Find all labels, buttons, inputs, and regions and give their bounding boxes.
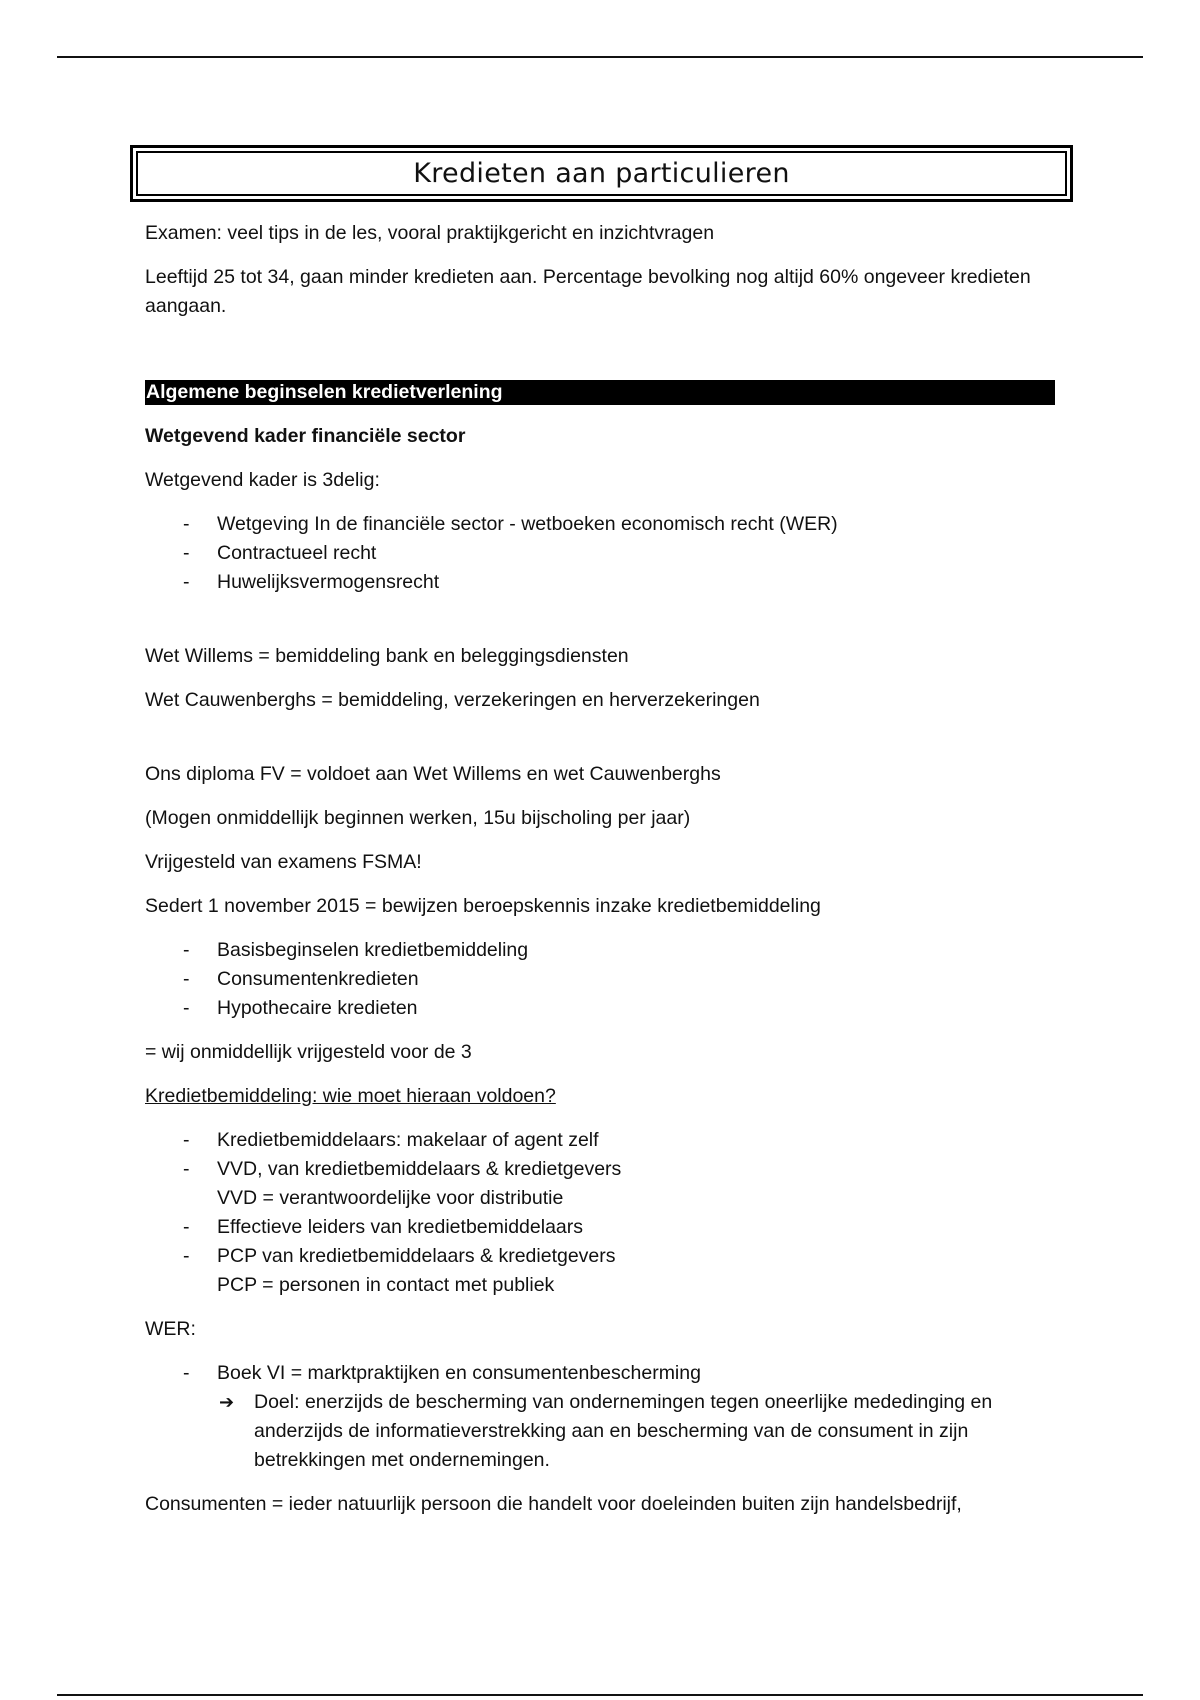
document-body: [145, 219, 1055, 1534]
dash-icon: -: [183, 1158, 190, 1180]
doel-text: Doel: enerzijds de bescherming van ondernemingen tegen oneerlijke mededinging en anderzijds de informatieverstrekking aan en bescherming van de consument in zijn betrekkingen met ondernemingen.: [254, 1391, 993, 1471]
list-item-text: PCP van kredietbemiddelaars & kredietgevers: [217, 1245, 616, 1267]
list-item: [145, 1155, 1055, 1213]
dash-icon: -: [183, 513, 190, 535]
list-item-text: Huwelijksvermogensrecht: [217, 571, 440, 593]
dash-icon: -: [183, 968, 190, 990]
spacer: [145, 336, 1055, 380]
wet-cauwenberghs: Wet Cauwenberghs = bemiddeling, verzekeringen en herverzekeringen: [145, 689, 760, 711]
wer-label: WER:: [145, 1318, 196, 1340]
wer-list: [145, 1359, 1055, 1475]
arrow-right-icon: ➔: [219, 1392, 235, 1413]
intro-paragraph-age: Leeftijd 25 tot 34, gaan minder kredieten aan. Percentage bevolking nog altijd 60% ongeveer kredieten aangaan.: [145, 266, 1031, 317]
kader-list: [145, 510, 1055, 597]
list-item: [145, 510, 1055, 539]
kredietbemiddeling-list: [145, 1126, 1055, 1300]
list-item: [145, 965, 1055, 994]
list-item-text: Basisbeginselen kredietbemiddeling: [217, 939, 529, 961]
footer-rule: [57, 1694, 1143, 1696]
list-item-text: Hypothecaire kredieten: [217, 997, 418, 1019]
dash-icon: -: [183, 1129, 190, 1151]
list-item-text: Effectieve leiders van kredietbemiddelaars: [217, 1216, 584, 1238]
vrijgesteld-paragraph: Vrijgesteld van examens FSMA!: [145, 851, 422, 873]
arrow-list-item: [145, 1388, 1055, 1475]
sedert-paragraph: Sedert 1 november 2015 = bewijzen beroepskennis inzake kredietbemiddeling: [145, 895, 821, 917]
mogen-paragraph: (Mogen onmiddellijk beginnen werken, 15u bijscholing per jaar): [145, 807, 691, 829]
diploma-paragraph: Ons diploma FV = voldoet aan Wet Willems en wet Cauwenberghs: [145, 763, 721, 785]
spacer: [145, 730, 1055, 760]
list-item-text: Wetgeving In de financiële sector - wetboeken economisch recht (WER): [217, 513, 838, 535]
dash-icon: -: [183, 1245, 190, 1267]
list-item-text: VVD, van kredietbemiddelaars & kredietgevers: [217, 1158, 622, 1180]
list-item: [145, 539, 1055, 568]
list-item: [145, 1242, 1055, 1300]
title-frame: [130, 145, 1073, 202]
kredietbemiddeling-heading: Kredietbemiddeling: wie moet hieraan voldoen?: [145, 1085, 556, 1107]
list-item-subtext: PCP = personen in contact met publiek: [217, 1274, 555, 1296]
list-item: [145, 1359, 1055, 1388]
dash-icon: -: [183, 997, 190, 1019]
list-item-text: Kredietbemiddelaars: makelaar of agent zelf: [217, 1129, 599, 1151]
list-item: [145, 994, 1055, 1023]
dash-icon: -: [183, 1216, 190, 1238]
dash-icon: -: [183, 542, 190, 564]
list-item-text: Boek VI = marktpraktijken en consumentenbescherming: [217, 1362, 701, 1384]
list-item-text: Consumentenkredieten: [217, 968, 419, 990]
sedert-list: [145, 936, 1055, 1023]
page-title: Kredieten aan particulieren: [136, 151, 1067, 196]
list-item: [145, 1213, 1055, 1242]
wet-willems: Wet Willems = bemiddeling bank en beleggingsdiensten: [145, 645, 629, 667]
list-item-text: Contractueel recht: [217, 542, 377, 564]
spacer: [145, 612, 1055, 642]
dash-icon: -: [183, 1362, 190, 1384]
kader-intro: Wetgevend kader is 3delig:: [145, 469, 380, 491]
list-item: [145, 1126, 1055, 1155]
intro-paragraph-exam: Examen: veel tips in de les, vooral praktijkgericht en inzichtvragen: [145, 222, 715, 244]
list-item: [145, 936, 1055, 965]
list-item-subtext: VVD = verantwoordelijke voor distributie: [217, 1187, 564, 1209]
vrij-drie-paragraph: = wij onmiddellijk vrijgesteld voor de 3: [145, 1041, 472, 1063]
consumenten-paragraph: Consumenten = ieder natuurlijk persoon die handelt voor doeleinden buiten zijn handelsbedrijf,: [145, 1493, 962, 1515]
header-rule: [57, 56, 1143, 58]
list-item: [145, 568, 1055, 597]
dash-icon: -: [183, 939, 190, 961]
dash-icon: -: [183, 571, 190, 593]
section-heading: Algemene beginselen kredietverlening: [145, 380, 1055, 405]
subheading: Wetgevend kader financiële sector: [145, 425, 466, 447]
